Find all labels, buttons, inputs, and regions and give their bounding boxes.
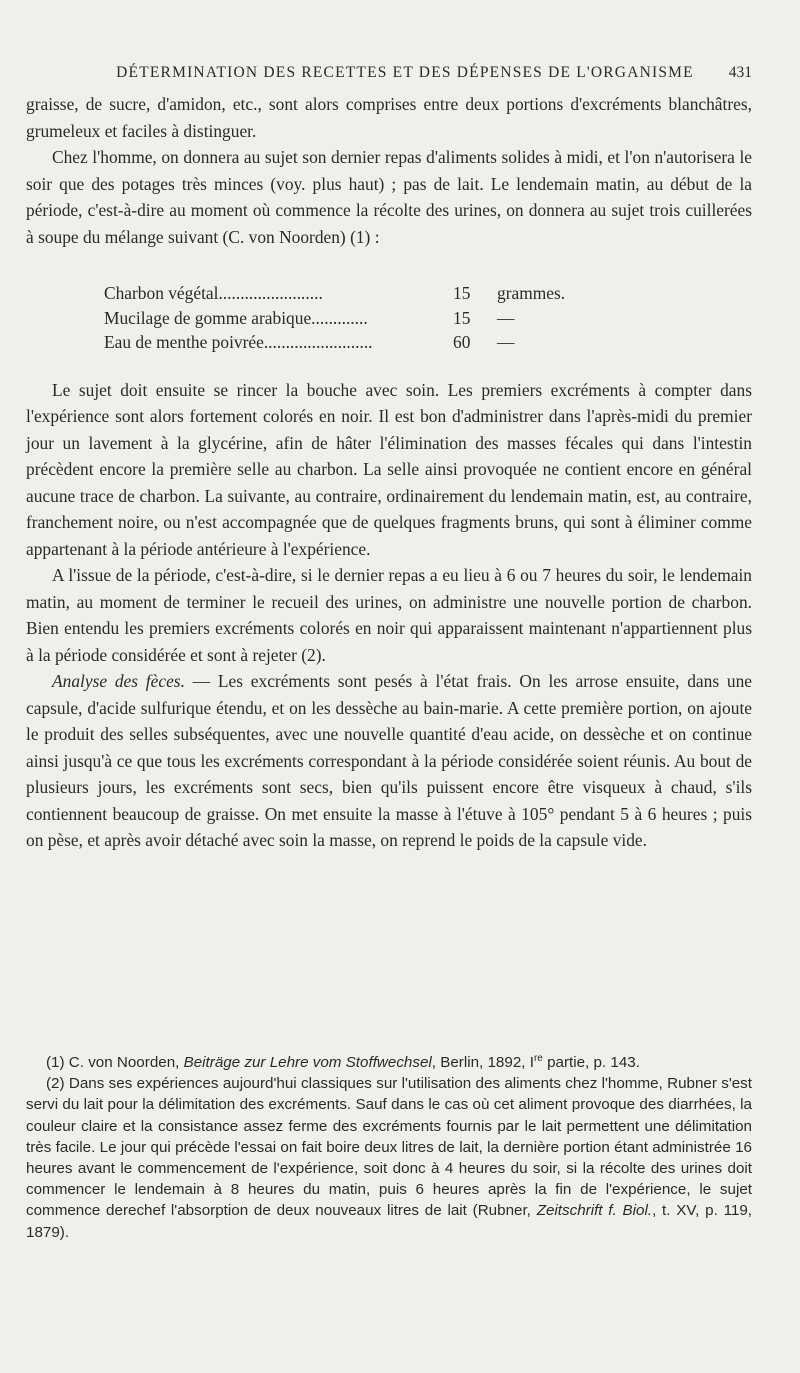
paragraph: graisse, de sucre, d'amidon, etc., sont alors comprises entre deux portions d'excréments blanchâtres, grumeleux et faciles à distinguer. — [26, 94, 752, 141]
footnotes — [26, 1048, 752, 1243]
recipe-row — [26, 306, 752, 331]
leader-dots: ......................... — [263, 332, 373, 352]
footnote-text: partie, p. 143. — [542, 1054, 640, 1072]
cited-title: Zeitschrift f. Biol. — [536, 1202, 653, 1220]
footnote-text: (1) C. von Noorden, — [46, 1054, 184, 1072]
ingredient-quantity: 60 — [453, 332, 471, 352]
running-header — [58, 64, 752, 82]
ingredient-unit: — — [497, 307, 515, 328]
superscript: re — [533, 1053, 543, 1064]
footnote-2 — [26, 1073, 752, 1243]
ingredient-unit: — — [497, 332, 515, 352]
recipe-list — [26, 281, 752, 355]
paragraph-text: — Les excréments sont pesés à l'état frais. On les arrose ensuite, dans une capsule, d'acide sulfurique étendu, et on les dessèche au bain-marie. A cette première portion, on ajoute le produit des selles subséquentes, avec une nouvelle quantité d'eau acide, on dessèche et on continue ainsi jusqu'à ce que tous les excréments correspondant à la période considérée soient réunis. Au bout de plusieurs jours, les excréments sont secs, bien qu'ils puissent encore être visqueux à chaud, s'ils contiennent beaucoup de graisse. On met ensuite la masse à l'étuve à 105° pendant 5 à 6 heures ; puis on pèse, et après avoir détaché avec soin la masse, on reprend le poids de la capsule vide. — [26, 671, 752, 850]
recipe-row — [26, 281, 752, 306]
paragraph: Le sujet doit ensuite se rincer la bouche avec soin. Les premiers excréments à compter dans l'expérience sont alors fortement colorés en noir. Il est bon d'administrer dans l'après-midi du premier jour un lavement à la glycérine, afin de hâter l'élimination des masses fécales qui dans l'intestin précèdent encore la première selle au charbon. La selle ainsi provoquée ne contient encore en général aucune trace de charbon. La suivante, au contraire, ordinairement du lendemain matin, est, au contraire, franchement noire, ou n'est accompagnée que de quelques fragments bruns, qui sont à éliminer comme appartenant à la période antérieure à l'expérience. — [26, 379, 752, 559]
recipe-row — [26, 330, 752, 355]
paragraph — [26, 668, 752, 854]
footnote-text: , Berlin, 1892, I — [431, 1054, 534, 1072]
footnote-text: (2) Dans ses expériences aujourd'hui classiques sur l'utilisation des aliments chez l'homme, Rubner s'est servi du lait pour la délimitation des excréments. Sauf dans le cas où cet aliment provoque des diarrhées, la couleur claire et la consistance assez ferme des excréments fournis par le lait permettent une délimitation très facile. Le jour qui précède l'essai on fait boire deux litres de lait, la dernière portion étant administrée 16 heures avant le commencement de l'expérience, soit donc à 4 heures du soir, si la récolte des urines doit commencer le lendemain à 8 heures du matin, puis 6 heures après la fin de l'expérience, le sujet commence derechef l'absorption de deux nouveaux litres de lait (Rubner, — [26, 1075, 752, 1220]
paragraph: Chez l'homme, on donnera au sujet son dernier repas d'aliments solides à midi, et l'on n'autorisera le soir que des potages très minces (voy. plus haut) ; pas de lait. Le lendemain matin, au début de la période, c'est-à-dire au moment où commence la récolte des urines, on donnera au sujet trois cuillerées à soupe du mélange suivant (C. von Noorden) (1) : — [26, 147, 752, 247]
section-title: Analyse des fèces. — [52, 671, 185, 691]
ingredient-name: Eau de menthe poivrée — [104, 332, 264, 352]
running-title: DÉTERMINATION DES RECETTES ET DES DÉPENSES DE L'ORGANISME — [116, 64, 694, 81]
ingredient-quantity: 15 — [453, 283, 471, 303]
paragraph: A l'issue de la période, c'est-à-dire, si le dernier repas a eu lieu à 6 ou 7 heures du soir, le lendemain matin, au moment de terminer le recueil des urines, on administre une nouvelle portion de charbon. Bien entendu les premiers excréments colorés en noir qui apparaissent maintenant n'appartiennent plus à la période considérée et sont à rejeter (2). — [26, 565, 752, 665]
ingredient-unit: grammes. — [497, 283, 566, 303]
footnote-1 — [26, 1048, 752, 1073]
cited-title: Beiträge zur Lehre vom Stoffwechsel — [183, 1054, 432, 1072]
main-text — [26, 91, 752, 854]
footnote-text: , t. XV, p. 119, 1879). — [26, 1202, 753, 1241]
leader-dots: ............. — [311, 307, 368, 328]
ingredient-name: Charbon végétal — [104, 283, 219, 303]
ingredient-name: Mucilage de gomme arabique — [104, 307, 312, 328]
page-number: 431 — [728, 64, 752, 81]
ingredient-quantity: 15 — [453, 307, 471, 328]
leader-dots: ........................ — [218, 283, 323, 303]
